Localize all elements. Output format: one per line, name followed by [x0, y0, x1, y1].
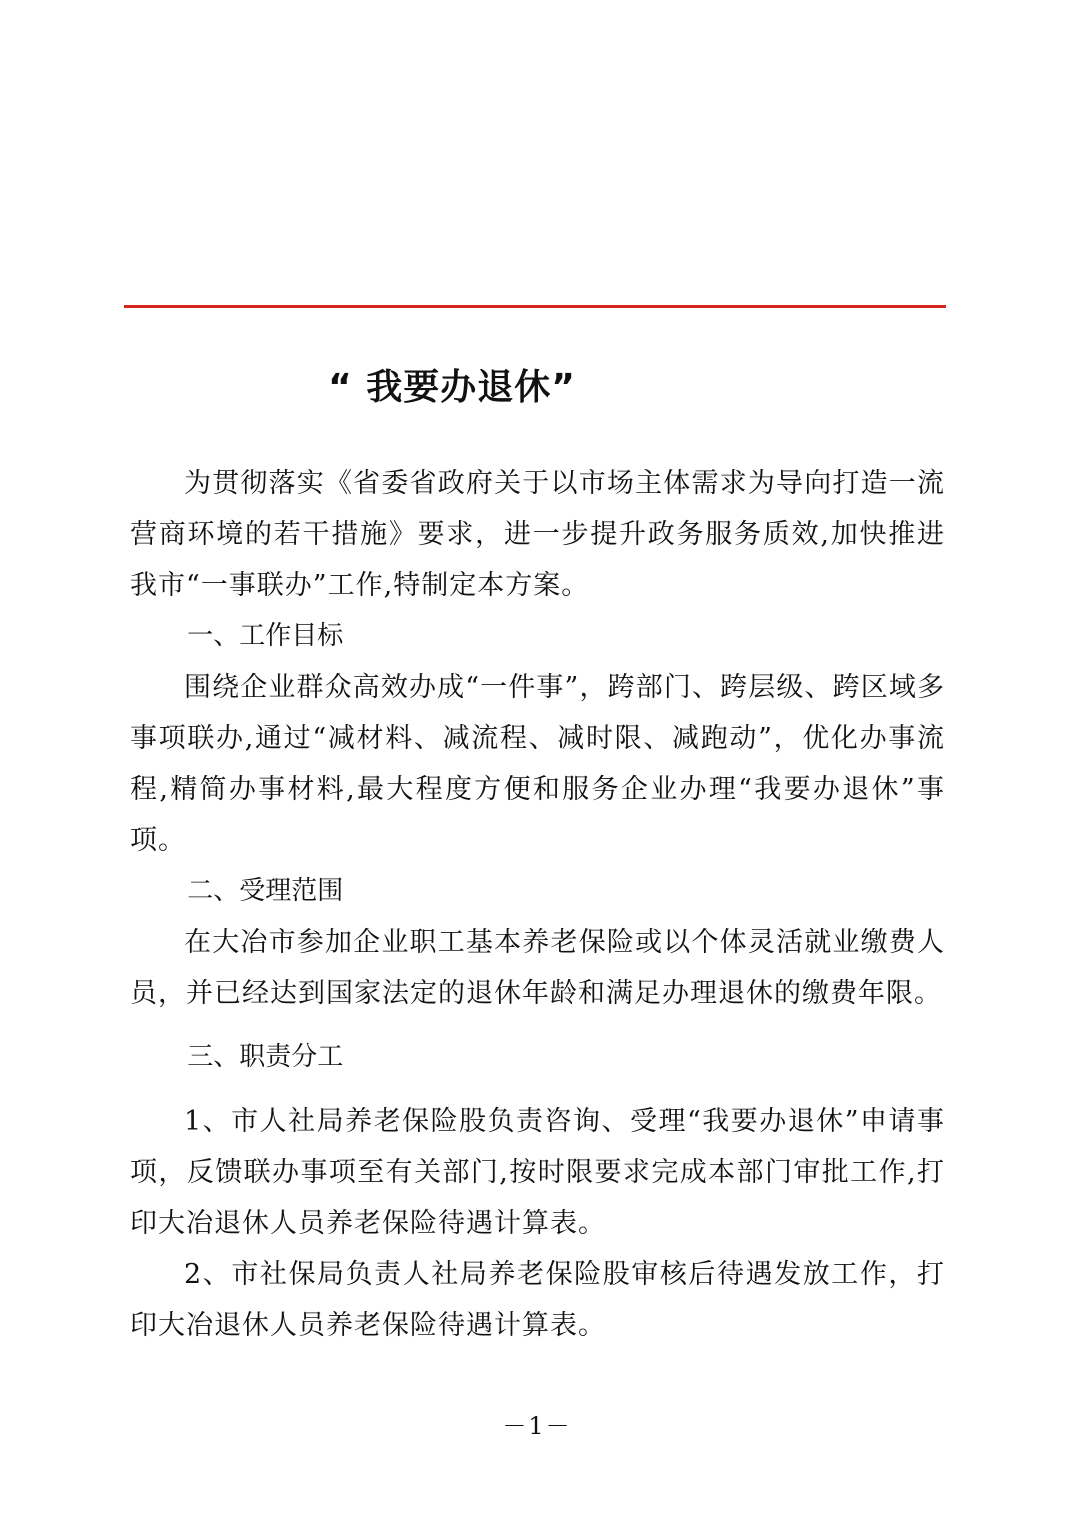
duties-paragraph-1: 1、市人社局养老保险股负责咨询、受理“我要办退休”申请事项，反馈联办事项至有关部门,按时限要求完成本部门审批工作,打印大冶退休人员养老保险待遇计算表。	[130, 1106, 945, 1239]
scope-paragraph: 在大冶市参加企业职工基本养老保险或以个体灵活就业缴费人员，并已经达到国家法定的退休年龄和满足办理退休的缴费年限。	[130, 927, 945, 1009]
page-number: －1－	[502, 1412, 572, 1440]
red-header-rule	[124, 305, 946, 308]
section-heading-scope: 二、受理范围	[187, 876, 344, 906]
section-heading-duties: 三、职责分工	[187, 1042, 344, 1072]
section-heading-goals: 一、工作目标	[187, 621, 344, 651]
document-body	[130, 458, 945, 1351]
document-title: “ 我要办退休”	[328, 367, 576, 408]
intro-paragraph: 为贯彻落实《省委省政府关于以市场主体需求为导向打造一流营商环境的若干措施》要求，进一步提升政务服务质效,加快推进我市“一事联办”工作,特制定本方案。	[130, 468, 945, 601]
goals-paragraph: 围绕企业群众高效办成“一件事”，跨部门、跨层级、跨区域多事项联办,通过“减材料、减流程、减时限、减跑动”，优化办事流程,精简办事材料,最大程度方便和服务企业办理“我要办退休”事项。	[130, 672, 945, 856]
duties-paragraph-2: 2、市社保局负责人社局养老保险股审核后待遇发放工作，打印大冶退休人员养老保险待遇计算表。	[130, 1259, 945, 1341]
